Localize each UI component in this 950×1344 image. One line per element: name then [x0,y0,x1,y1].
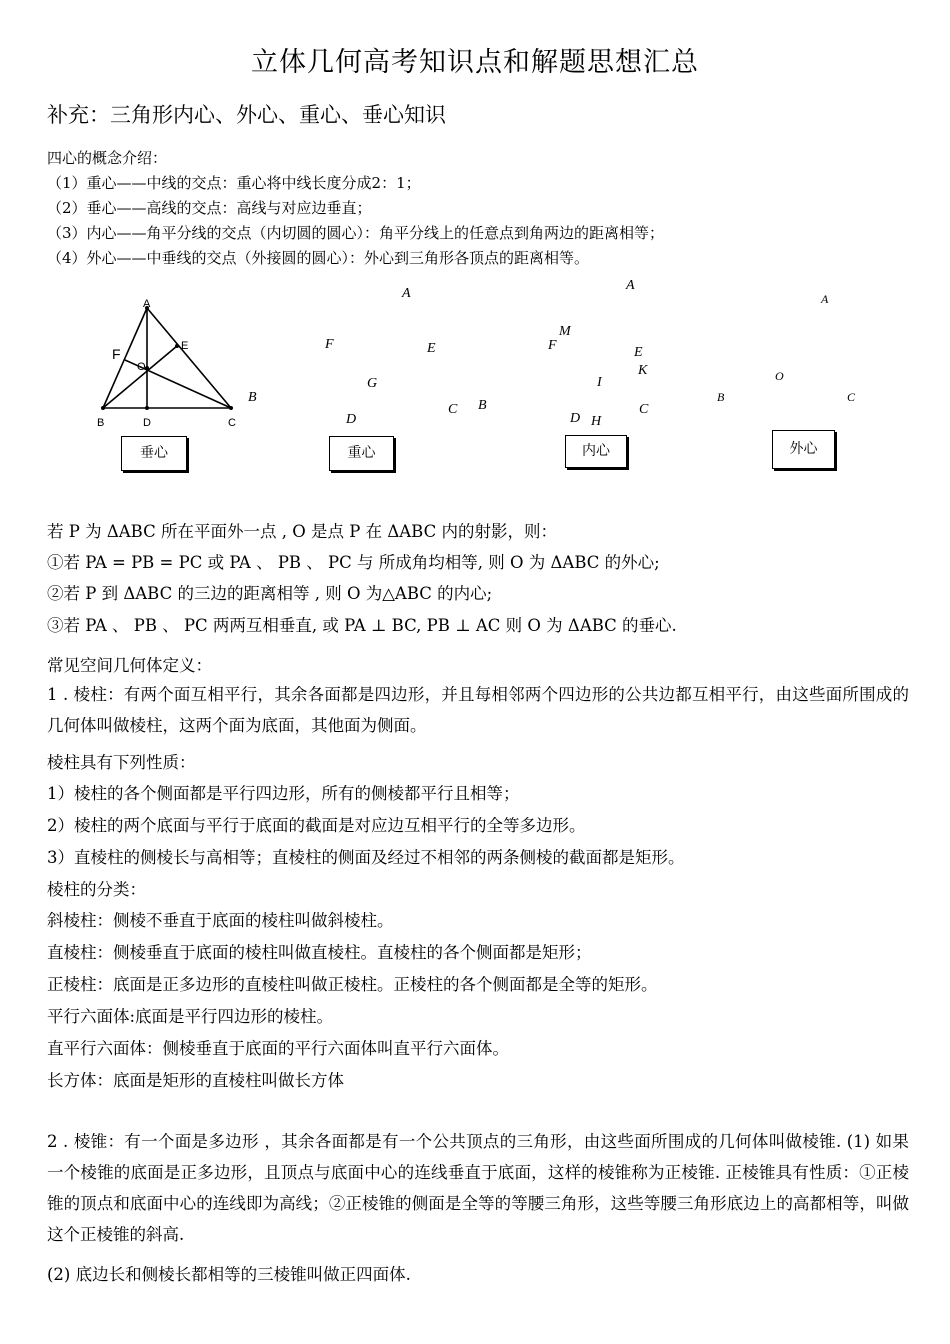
concepts-heading: 四心的概念介绍： [47,149,168,167]
caption-circumcenter: 外心 [772,430,835,469]
label-i: I [597,375,602,390]
prism-class-heading: 棱柱的分类： [47,880,146,899]
label-d: D [346,412,357,427]
label-f: F [548,338,557,353]
label-c: C [448,402,458,417]
prism-prop: 2）棱柱的两个底面与平行于底面的截面是对应边互相平行的全等多边形。 [47,816,586,835]
label-f: F [112,346,121,362]
prism-props-heading: 棱柱具有下列性质： [47,753,196,772]
label-a: A [821,292,829,306]
label-c: C [228,417,236,429]
concept-item: （2）垂心——高线的交点：高线与对应边垂直； [47,199,372,217]
prism-class: 长方体：底面是矩形的直棱柱叫做长方体 [47,1071,344,1090]
side-ac [147,308,231,408]
prism-class: 正棱柱：底面是正多边形的直棱柱叫做正棱柱。正棱柱的各个侧面都是全等的矩形。 [47,975,658,994]
label-a: A [402,286,411,301]
label-b-stray: B [248,390,257,405]
concept-item: （1）重心——中线的交点：重心将中线长度分成2：1； [47,174,421,192]
label-e: E [634,345,643,360]
label-e: E [427,341,436,356]
tetrahedron-definition: (2) 底边长和侧棱长都相等的三棱锥叫做正四面体. [47,1265,411,1284]
prism-class: 斜棱柱：侧棱不垂直于底面的棱柱叫做斜棱柱。 [47,911,394,930]
projection-item: ①若 PA = PB = PC 或 PA 、 PB 、 PC 与 所成角均相等, 则 O 为 ΔABC 的外心; [47,553,660,572]
concept-item: （4）外心——中垂线的交点（外接圆的圆心）：外心到三角形各顶点的距离相等。 [47,249,590,267]
label-m: M [559,324,571,339]
label-o: O [137,361,146,373]
label-k: K [638,363,648,378]
concept-item: （3）内心——角平分线的交点（内切圆的圆心）：角平分线上的任意点到角两边的距离相等； [47,224,665,242]
label-h: H [591,414,602,429]
label-f: F [325,337,334,352]
label-e: E [181,340,189,352]
caption-incenter: 内心 [565,435,627,468]
caption-orthocenter: 垂心 [121,436,187,471]
page-title: 立体几何高考知识点和解题思想汇总 [251,47,699,78]
prism-prop: 1）棱柱的各个侧面都是平行四边形，所有的侧棱都平行且相等； [47,784,520,803]
label-d: D [570,411,581,426]
section-subtitle: 补充：三角形内心、外心、重心、垂心知识 [47,103,446,127]
label-a: A [143,298,151,310]
projection-intro: 若 P 为 ΔABC 所在平面外一点 , O 是点 P 在 ΔABC 内的射影，则： [47,522,557,541]
label-c: C [847,390,856,404]
prism-class: 平行六面体:底面是平行四边形的棱柱。 [47,1007,334,1026]
label-c: C [639,402,649,417]
label-g: G [367,376,378,391]
pyramid-definition: 2 . 棱锥：有一个面是多边形 ，其余各面都是有一个公共顶点的三角形，由这些面所围成的几何体叫做棱锥. (1) 如果一个棱锥的底面是正多边形，且顶点与底面中心的连线垂直于底面，这样的棱锥称为正棱锥. 正棱锥具有性质：①正棱锥的顶点和底面中心的连线即为高线；②正棱锥的侧面是全等的等腰三角形，这些等腰三角形底边上的高都相等，叫做这个正棱锥的斜高. [47,1132,909,1244]
projection-item: ②若 P 到 ΔABC 的三边的距离相等 , 则 O 为△ABC 的内心; [47,584,493,603]
label-b: B [478,398,487,413]
side-ab [103,308,147,408]
prism-class: 直平行六面体：侧棱垂直于底面的平行六面体叫直平行六面体。 [47,1039,509,1058]
label-d: D [143,417,151,429]
caption-centroid: 重心 [329,436,394,471]
prism-definition: 1 . 棱柱：有两个面互相平行，其余各面都是四边形，并且每相邻两个四边形的公共边都互相平行，由这些面所围成的几何体叫做棱柱，这两个面为底面，其他面为侧面。 [47,685,909,735]
label-b: B [717,390,725,404]
label-a: A [626,278,635,293]
projection-item: ③若 PA 、 PB 、 PC 两两互相垂直, 或 PA ⊥ BC, PB ⊥ AC 则 O 为 ΔABC 的垂心. [47,616,677,635]
definitions-heading: 常见空间几何体定义： [47,656,212,675]
label-b: B [97,417,105,429]
label-o: O [775,369,784,383]
prism-class: 直棱柱：侧棱垂直于底面的棱柱叫做直棱柱。直棱柱的各个侧面都是矩形； [47,943,592,962]
prism-prop: 3）直棱柱的侧棱长与高相等；直棱柱的侧面及经过不相邻的两条侧棱的截面都是矩形。 [47,848,685,867]
